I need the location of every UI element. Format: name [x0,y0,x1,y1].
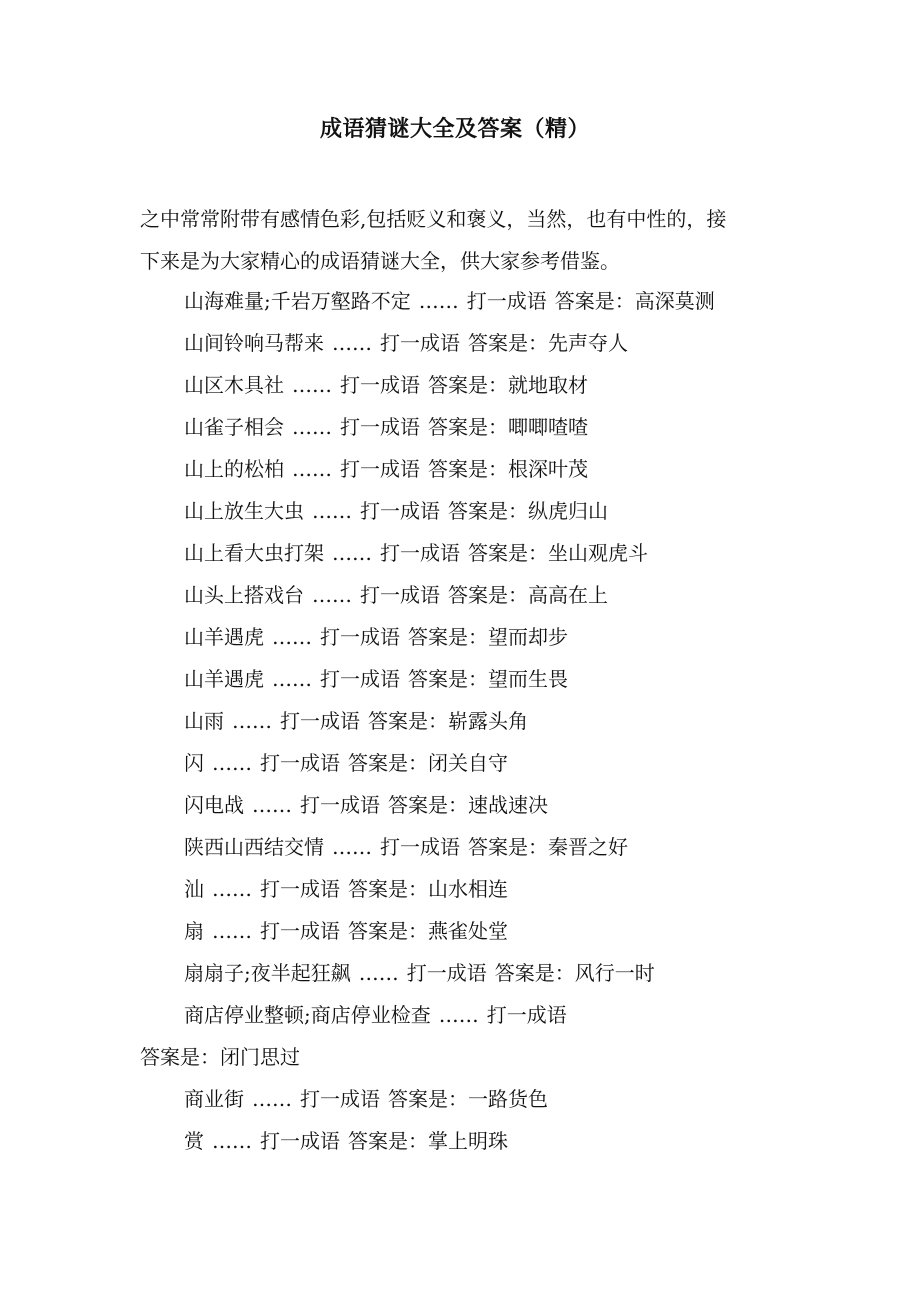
riddle-entry [140,448,790,490]
riddle-text: 山间铃响马帮来 [184,331,324,355]
riddle-hint: 打一成语 [340,457,420,481]
riddle-separator: …… [212,877,252,901]
riddle-hint: 打一成语 [300,793,380,817]
riddle-hint: 打一成语 [380,331,460,355]
answer-label: 答案是： [368,709,448,733]
riddle-separator: …… [232,709,272,733]
riddle-entry [140,784,790,826]
answer-text: 先声夺人 [548,331,628,355]
riddle-text: 扇扇子;夜半起狂飙 [184,961,351,985]
answer-text: 根深叶茂 [508,457,588,481]
riddle-entry [140,616,790,658]
riddle-entry [140,1078,790,1120]
answer-text: 坐山观虎斗 [548,541,648,565]
answer-label: 答案是： [448,583,528,607]
riddle-text: 山雀子相会 [184,415,284,439]
riddle-hint: 打一成语 [340,415,420,439]
riddle-hint: 打一成语 [260,751,340,775]
answer-text: 就地取材 [508,373,588,397]
intro-line: 下来是为大家精心的成语猜谜大全，供大家参考借鉴。 [140,249,620,273]
riddle-text: 山海难量;千岩万壑路不定 [184,289,411,313]
riddle-separator: …… [292,373,332,397]
answer-label: 答案是： [494,961,575,985]
answer-text: 闭关自守 [428,751,508,775]
riddle-hint: 打一成语 [280,709,360,733]
answer-label: 答案是： [388,793,468,817]
riddle-hint: 打一成语 [406,961,487,985]
riddle-hint: 打一成语 [466,289,547,313]
riddle-separator: …… [272,625,312,649]
riddle-entry [140,910,790,952]
riddle-separator: …… [358,961,399,985]
riddle-hint: 打一成语 [260,877,340,901]
answer-label: 答案是： [140,1045,220,1069]
answer-text: 崭露头角 [448,709,528,733]
riddle-entry [140,532,790,574]
riddle-hint: 打一成语 [486,1003,567,1027]
riddle-separator: …… [252,793,292,817]
answer-text: 风行一时 [574,961,655,985]
answer-label: 答案是： [428,457,508,481]
riddle-hint: 打一成语 [360,583,440,607]
answer-text: 燕雀处堂 [428,919,508,943]
answer-label: 答案是： [428,373,508,397]
answer-text: 高深莫测 [634,289,715,313]
answer-text: 山水相连 [428,877,508,901]
answer-label: 答案是： [408,625,488,649]
answer-label: 答案是： [468,331,548,355]
riddle-separator: …… [272,667,312,691]
riddle-text: 闪电战 [184,793,244,817]
riddle-separator: …… [292,457,332,481]
riddle-entry [140,826,790,868]
riddle-entry [140,406,790,448]
answer-text: 望而生畏 [488,667,568,691]
riddle-hint: 打一成语 [340,373,420,397]
riddle-text: 赏 [184,1129,204,1153]
riddle-separator: …… [292,415,332,439]
riddle-entry [140,700,790,742]
riddle-separator: …… [418,289,459,313]
intro-paragraph [140,198,790,282]
riddle-entry [140,322,790,364]
riddle-text: 陕西山西结交情 [184,835,324,859]
riddle-separator: …… [212,1129,252,1153]
answer-text: 望而却步 [488,625,568,649]
riddle-separator: …… [252,1087,292,1111]
riddle-text: 扇 [184,919,204,943]
riddle-hint: 打一成语 [260,1129,340,1153]
answer-label: 答案是： [468,541,548,565]
riddle-entry [140,1120,790,1162]
riddle-hint: 打一成语 [360,499,440,523]
answer-label: 答案是： [348,751,428,775]
riddle-text: 山头上搭戏台 [184,583,304,607]
riddle-entry [140,280,790,322]
riddle-hint: 打一成语 [320,667,400,691]
answer-text: 一路货色 [468,1087,548,1111]
riddle-entry [140,742,790,784]
riddle-text: 商店停业整顿;商店停业检查 [184,1003,431,1027]
riddle-separator: …… [312,583,352,607]
riddle-hint: 打一成语 [300,1087,380,1111]
riddle-text: 山上的松柏 [184,457,284,481]
answer-label: 答案是： [428,415,508,439]
answer-text: 纵虎归山 [528,499,608,523]
answer-text: 速战速决 [468,793,548,817]
riddle-separator: …… [332,835,372,859]
riddle-entry-continuation [140,1036,790,1078]
answer-text: 唧唧喳喳 [508,415,588,439]
answer-label: 答案是： [388,1087,468,1111]
answer-label: 答案是： [408,667,488,691]
answer-text: 掌上明珠 [428,1129,508,1153]
riddle-text: 汕 [184,877,204,901]
answer-label: 答案是： [468,835,548,859]
riddle-text: 山上放生大虫 [184,499,304,523]
riddle-text: 山雨 [184,709,224,733]
riddle-text: 山羊遇虎 [184,625,264,649]
answer-text: 高高在上 [528,583,608,607]
riddle-entry [140,868,790,910]
answer-text: 闭门思过 [220,1045,300,1069]
intro-line: 之中常常附带有感情色彩,包括贬义和褒义，当然，也有中性的，接 [140,207,727,231]
riddle-entry [140,490,790,532]
riddle-separator: …… [212,751,252,775]
answer-label: 答案是： [348,1129,428,1153]
riddle-hint: 打一成语 [380,835,460,859]
answer-text: 秦晋之好 [548,835,628,859]
riddle-entry [140,952,790,994]
answer-label: 答案是： [348,877,428,901]
riddle-text: 山区木具社 [184,373,284,397]
riddle-separator: …… [312,499,352,523]
riddle-hint: 打一成语 [320,625,400,649]
riddle-list [140,280,790,1162]
answer-label: 答案是： [348,919,428,943]
riddle-hint: 打一成语 [380,541,460,565]
riddle-text: 闪 [184,751,204,775]
riddle-text: 山羊遇虎 [184,667,264,691]
riddle-text: 山上看大虫打架 [184,541,324,565]
answer-label: 答案是： [554,289,635,313]
document-title: 成语猜谜大全及答案（精） [319,116,590,142]
riddle-entry [140,994,790,1036]
riddle-text: 商业街 [184,1087,244,1111]
riddle-entry [140,574,790,616]
riddle-entry [140,364,790,406]
answer-label: 答案是： [448,499,528,523]
riddle-entry [140,658,790,700]
riddle-separator: …… [332,541,372,565]
riddle-hint: 打一成语 [260,919,340,943]
riddle-separator: …… [212,919,252,943]
riddle-separator: …… [438,1003,479,1027]
riddle-separator: …… [332,331,372,355]
